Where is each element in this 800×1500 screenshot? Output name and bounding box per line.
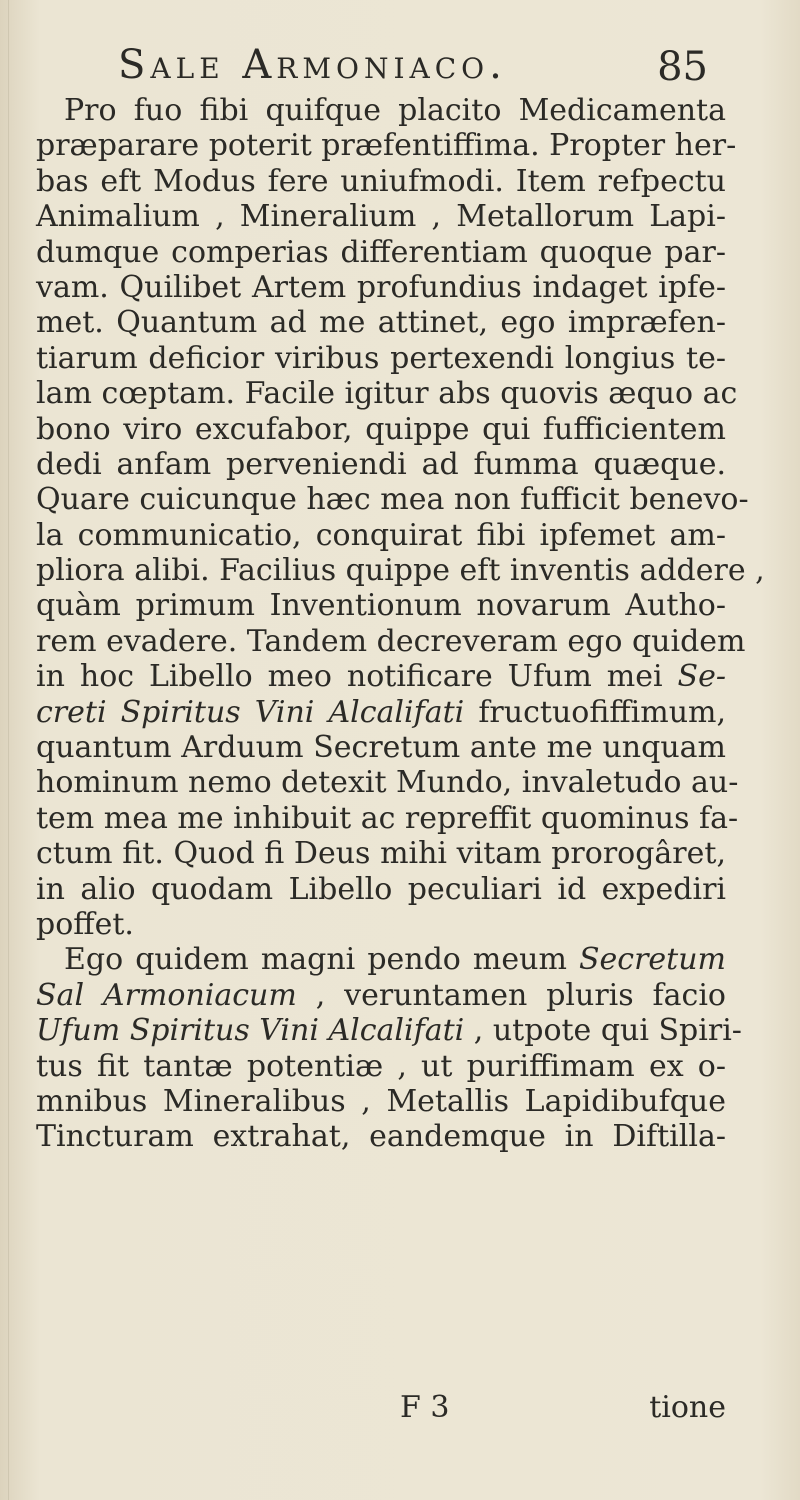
text-line	[36, 623, 746, 659]
text-run: dumque comperias differentiam quoque par-	[36, 234, 726, 270]
text-line	[36, 341, 726, 376]
text-line	[36, 978, 726, 1013]
page-footer	[36, 1390, 726, 1426]
text-line	[36, 730, 726, 765]
text-line	[36, 800, 739, 836]
text-run: pliora alibi. Facilius quippe eft inventis addere ,	[36, 553, 765, 589]
text-run: quàm primum Inventionum novarum Autho-	[36, 588, 726, 624]
text-run: in hoc Libello meo notificare Ufum mei	[36, 659, 678, 695]
text-run: Ego quidem magni pendo meum	[64, 942, 579, 978]
text-line	[36, 1084, 726, 1119]
italic-text: creti Spiritus Vini Alcalifati	[36, 694, 465, 730]
italic-text: Sal Armoniacum	[36, 977, 297, 1013]
running-title: Sale Armoniaco.	[118, 42, 507, 88]
text-line	[36, 765, 739, 801]
catchword: tione	[649, 1390, 726, 1425]
text-run: hominum nemo detexit Mundo, invaletudo au-	[36, 765, 739, 801]
text-line	[36, 376, 738, 412]
text-run: fructuofiffimum,	[464, 694, 726, 730]
text-run: quantum Arduum Secretum ante me unquam	[36, 730, 726, 766]
text-run: met. Quantum ad me attinet, ego impræfen-	[36, 305, 726, 341]
text-run: Tincturam extrahat, eandemque in Diftilla-	[36, 1119, 726, 1155]
text-line	[36, 588, 726, 623]
text-run: poffet.	[36, 906, 134, 942]
text-line	[36, 93, 726, 128]
text-run: , veruntamen pluris facio	[296, 977, 726, 1013]
text-line	[36, 907, 726, 942]
text-run: Animalium , Mineralium , Metallorum Lapi-	[36, 199, 726, 235]
text-run: mnibus Mineralibus , Metallis Lapidibufque	[36, 1083, 726, 1119]
text-run: Pro fuo fibi quifque placito Medicamenta	[64, 93, 726, 128]
text-line	[36, 1049, 726, 1084]
text-run: in alio quodam Libello peculiari id expediri	[36, 871, 726, 907]
text-run: vam. Quilibet Artem profundius indaget ipfe-	[36, 269, 726, 305]
text-run: , utpote qui Spiri-	[464, 1013, 742, 1049]
italic-text: Secretum	[578, 942, 726, 978]
page-header	[0, 38, 800, 98]
text-line	[36, 695, 726, 730]
text-line	[36, 553, 765, 589]
text-line	[36, 1013, 742, 1049]
text-line	[36, 518, 726, 553]
text-line	[36, 128, 737, 164]
text-line	[36, 270, 726, 305]
text-run: bono viro excufabor, quippe qui fufficientem	[36, 411, 726, 447]
text-line	[36, 836, 726, 871]
italic-text: Se-	[677, 659, 726, 695]
text-run: lam cœptam. Facile igitur abs quovis æquo ac	[36, 376, 738, 412]
text-run: tiarum deficior viribus pertexendi longius te-	[36, 340, 726, 376]
gutter-edge	[8, 0, 9, 1500]
text-line	[36, 482, 749, 518]
text-line	[36, 199, 726, 234]
text-run: Quare cuicunque hæc mea non fufficit benevo-	[36, 482, 749, 518]
text-line	[36, 447, 726, 482]
body-text	[36, 93, 765, 1155]
text-line	[36, 942, 726, 977]
signature-mark: F 3	[400, 1390, 450, 1425]
text-run: præparare poterit præfentiffima. Propter her-	[36, 128, 737, 164]
text-line	[36, 872, 726, 907]
text-line	[36, 412, 726, 447]
text-run: rem evadere. Tandem decreveram ego quidem	[36, 623, 746, 659]
text-line	[36, 305, 726, 340]
text-line	[36, 1119, 726, 1154]
text-run: la communicatio, conquirat fibi ipfemet am-	[36, 517, 726, 553]
text-run: ctum fit. Quod fi Deus mihi vitam prorogâret,	[36, 836, 726, 872]
text-line	[36, 235, 726, 270]
text-run: bas eft Modus fere uniufmodi. Item refpectu	[36, 163, 726, 199]
text-run: tus fit tantæ potentiæ , ut puriffimam ex o-	[36, 1048, 726, 1084]
italic-text: Ufum Spiritus Vini Alcalifati	[36, 1013, 465, 1049]
page-number: 85	[657, 44, 708, 90]
text-line	[36, 164, 726, 199]
text-run: dedi anfam perveniendi ad fumma quæque.	[36, 446, 726, 482]
text-line	[36, 659, 726, 694]
text-run: tem mea me inhibuit ac repreffit quominus fa-	[36, 800, 739, 836]
